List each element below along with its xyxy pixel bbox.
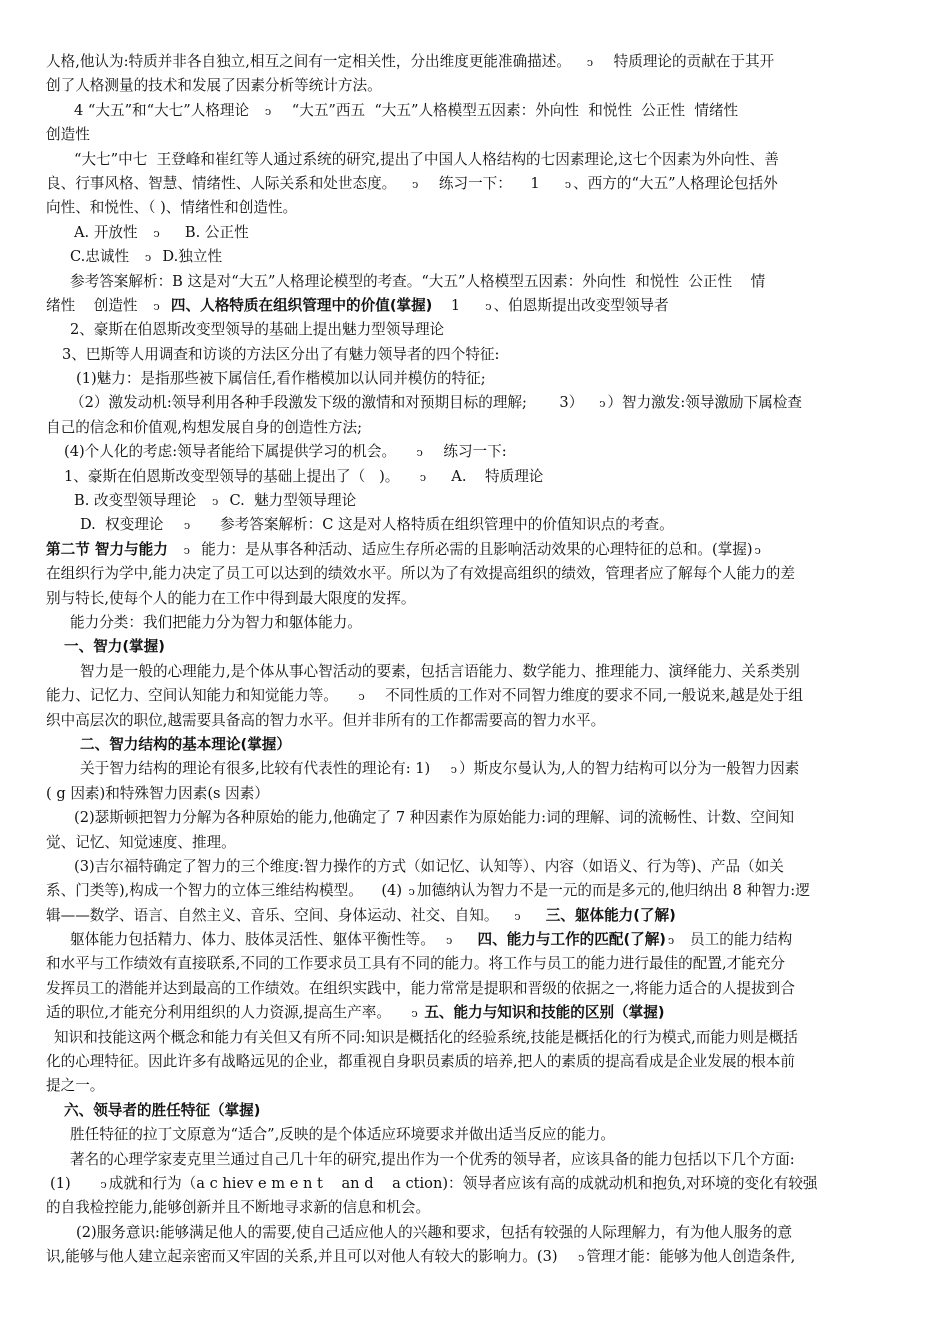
body-text: 练习一下： 1	[420, 174, 563, 192]
text-line	[46, 148, 906, 172]
bullet-mark-icon: ↄ	[667, 934, 675, 948]
text-line	[46, 562, 906, 586]
text-line	[46, 684, 906, 708]
bullet-mark-icon: ↄ	[153, 226, 160, 240]
text-line	[46, 1074, 906, 1098]
text-line	[46, 806, 906, 830]
body-text: 能力：是从事各种活动、适应生存所必需的且影响活动效果的心理特征的总和。(掌握)	[191, 540, 753, 558]
bullet-mark-icon: ↄ	[419, 470, 427, 484]
section-heading: 五、能力与知识和技能的区别（掌握)	[424, 1004, 665, 1022]
body-text: 2、豪斯在伯恩斯改变型领导的基础上提出魅力型领导理论	[70, 321, 445, 339]
text-line	[46, 343, 906, 367]
text-line	[46, 1221, 906, 1245]
text-line	[46, 513, 906, 537]
text-line	[46, 74, 906, 98]
body-text: 知识和技能这两个概念和能力有关但又有所不同:知识是概括化的经验系统,技能是概括化的行为模式,而能力则是概括	[54, 1028, 798, 1046]
body-text: A. 特质理论	[428, 467, 544, 485]
body-text: 、西方的“大五”人格理论包括外	[573, 174, 778, 192]
body-text	[168, 541, 182, 558]
body-text: 系、门类等),构成一个智力的立体三维结构模型。 (4)	[46, 882, 407, 900]
text-line	[46, 782, 906, 806]
body-text: 化的心理特征。因此许多有战略远见的企业，都重视自身职员素质的培养,把人的素质的提高看成是企业发展的根本前	[46, 1053, 795, 1071]
body-text: 辑——数学、语言、自然主义、音乐、空间、身体运动、社交、自知。	[46, 906, 513, 924]
body-text: D.独立性	[153, 248, 223, 266]
section-heading: 二、智力结构的基本理论(掌握）	[80, 735, 291, 753]
bullet-mark-icon: ↄ	[153, 299, 160, 313]
text-line	[46, 172, 906, 196]
text-line	[46, 123, 906, 147]
body-text: 不同性质的工作对不同智力维度的要求不同,一般说来,越是处于组	[366, 687, 804, 705]
body-text: 识,能够与他人建立起亲密而又牢固的关系,并且可以对他人有较大的影响力。(3)	[46, 1248, 577, 1266]
body-text: 加德纳认为智力不是一元的而是多元的,他归纳出 8 种智力:逻	[416, 882, 810, 900]
body-text: 1	[432, 296, 484, 314]
bullet-mark-icon: ↄ	[578, 1251, 585, 1265]
section-heading: 三、躯体能力(了解)	[545, 906, 676, 924]
text-line	[46, 1196, 906, 1220]
body-text: 3、巴斯等人用调查和访谈的方法区分出了有魅力领导者的四个特征:	[62, 345, 500, 363]
body-text: 和水平与工作绩效有直接联系,不同的工作要求员工具有不同的能力。将工作与员工的能力进行最佳的配置,才能充分	[46, 955, 785, 973]
body-text: 觉、记忆、知觉速度、推理。	[46, 833, 236, 851]
text-line	[46, 270, 906, 294]
text-line	[46, 294, 906, 318]
body-text: 关于智力结构的理论有很多,比较有代表性的理论有: 1)	[80, 760, 449, 778]
text-line	[46, 1026, 906, 1050]
text-line	[46, 391, 906, 415]
body-text: 特质理论的贡献在于其开	[595, 53, 775, 70]
bullet-mark-icon: ↄ	[514, 909, 521, 923]
body-text: 向性、和悦性、（ )、情绪性和创造性。	[46, 199, 298, 217]
bullet-mark-icon: ↄ	[100, 1177, 107, 1191]
body-text: 胜任特征的拉丁文原意为“适合”,反映的是个体适应环境要求并做出适当反应的能力。	[70, 1126, 615, 1144]
text-line	[46, 831, 906, 855]
text-line	[46, 1123, 906, 1147]
body-text: (3)吉尔福特确定了智力的三个维度:智力操作的方式（如记忆、认知等）、内容（如语义、行为等)、产品（如关	[74, 857, 784, 875]
text-line	[46, 733, 906, 757]
body-text: 提之一。	[46, 1077, 105, 1095]
body-text: 适的职位,才能充分利用组织的人力资源,提高生产率。	[46, 1004, 410, 1022]
body-text: “大五”西五 “大五”人格模型五因素：外向性 和悦性 公正性 情绪性	[273, 101, 739, 119]
section-heading: 四、能力与工作的匹配(了解)	[477, 931, 666, 949]
body-text: 别与特长,使每个人的能力在工作中得到最大限度的发挥。	[46, 589, 416, 607]
body-text: 著名的心理学家麦克里兰通过自己几十年的研究,提出作为一个优秀的领导者，应该具备的能力包括以下几个方面:	[70, 1150, 795, 1168]
text-line	[46, 587, 906, 611]
body-text	[523, 907, 546, 924]
text-line	[46, 1001, 906, 1025]
body-text: (2)瑟斯顿把智力分解为各种原始的能力,他确定了 7 种因素作为原始能力:词的理解、词的流畅性、计数、空间知	[74, 809, 795, 827]
body-text: 管理才能：能够为他人创造条件,	[586, 1248, 796, 1266]
body-text: C. 魅力型领导理论	[220, 492, 357, 510]
text-line	[46, 611, 906, 635]
section-heading: 四、人格特质在组织管理中的价值(掌握)	[170, 296, 433, 314]
text-line	[46, 416, 906, 440]
section-heading: 六、领导者的胜任特征（掌握)	[64, 1101, 261, 1119]
text-line	[46, 757, 906, 781]
text-line	[46, 221, 906, 245]
body-text: A. 开放性	[74, 223, 152, 241]
body-text: 织中高层次的职位,越需要具备高的智力水平。但并非所有的工作都需要高的智力水平。	[46, 711, 606, 729]
body-text: ）斯皮尔曼认为,人的智力结构可以分为一般智力因素	[458, 760, 800, 778]
body-text: 1、豪斯在伯恩斯改变型领导的基础上提出了（ )。	[64, 467, 418, 485]
bullet-mark-icon: ↄ	[358, 690, 365, 704]
body-text: 参考答案解析：B 这是对“大五”人格理论模型的考查。“大五”人格模型五因素：外向性 和悦性 公正性 情	[70, 272, 766, 290]
body-text: D. 权变理论	[80, 516, 183, 534]
bullet-mark-icon: ↄ	[450, 763, 457, 777]
body-text: “大七”中七 王登峰和崔红等人通过系统的研究,提出了中国人人格结构的七因素理论,这七个因素为外向性、善	[74, 150, 779, 168]
body-text: 良、行事风格、智慧、情绪性、人际关系和处世态度。	[46, 174, 411, 192]
body-text: 4 “大五”和“大七”人格理论	[74, 101, 264, 119]
text-line	[46, 318, 906, 342]
text-line	[46, 904, 906, 928]
section-heading: 第二节 智力与能力	[46, 540, 168, 558]
bullet-mark-icon: ↄ	[586, 56, 594, 69]
text-line	[46, 538, 906, 562]
bullet-mark-icon: ↄ	[212, 495, 219, 509]
text-line	[46, 440, 906, 464]
body-text: 创了人格测量的技术和发展了因素分析等统计方法。	[46, 77, 382, 95]
bullet-mark-icon: ↄ	[446, 934, 453, 948]
body-text: 创造性	[46, 126, 90, 144]
body-text: 绪性 创造性	[46, 296, 152, 314]
bullet-mark-icon: ↄ	[265, 104, 272, 118]
body-text: (1)魅力：是指那些被下属信任,看作楷模加以认同并模仿的特征;	[76, 370, 486, 388]
body-text: (2)服务意识:能够满足他人的需要,使自己适应他人的兴趣和要求，包括有较强的人际理解力，有为他人服务的意	[76, 1223, 793, 1241]
text-line	[46, 196, 906, 220]
text-line	[46, 489, 906, 513]
bullet-mark-icon: ↄ	[754, 543, 761, 557]
text-line	[46, 1172, 906, 1196]
body-text: 的自我检控能力,能够创新并且不断地寻求新的信息和机会。	[46, 1199, 431, 1217]
text-line	[46, 1245, 906, 1269]
bullet-mark-icon: ↄ	[416, 446, 423, 460]
bullet-mark-icon: ↄ	[408, 885, 415, 899]
body-text: B. 改变型领导理论	[74, 492, 211, 510]
body-text: 成就和行为（a c hiev e m e n t an d a ction)：领导者应该有高的成就动机和抱负,对环境的变化有较强	[108, 1174, 818, 1192]
text-line	[46, 50, 906, 74]
bullet-mark-icon: ↄ	[564, 177, 572, 191]
body-text: 、伯恩斯提出改变型领导者	[493, 296, 669, 314]
text-line	[46, 1050, 906, 1074]
text-line	[46, 855, 906, 879]
body-text: 能力分类：我们把能力分为智力和躯体能力。	[70, 613, 362, 631]
body-text: 在组织行为学中,能力决定了员工可以达到的绩效水平。所以为了有效提高组织的绩效，管理者应了解每个人能力的差	[46, 565, 795, 583]
body-text: 能力、记忆力、空间认知能力和知觉能力等。	[46, 687, 357, 705]
body-text	[454, 931, 477, 948]
bullet-mark-icon: ↄ	[485, 299, 492, 313]
body-text: B. 公正性	[161, 223, 249, 241]
section-heading: 一、智力(掌握)	[64, 638, 165, 656]
bullet-mark-icon: ↄ	[184, 519, 191, 533]
bullet-mark-icon: ↄ	[412, 177, 419, 191]
body-text: ）智力激发:领导激励下属检查	[607, 394, 803, 412]
body-text: 员工的能力结构	[676, 931, 793, 949]
body-text: ( g 因素)和特殊智力因素(s 因素）	[46, 784, 269, 802]
text-line	[46, 928, 906, 952]
body-text	[162, 297, 171, 314]
body-text: C.忠诚性	[70, 248, 143, 266]
bullet-mark-icon: ↄ	[599, 397, 606, 411]
body-text: （2）激发动机:领导利用各种手段激发下级的激情和对预期目标的理解; 3）	[70, 394, 598, 412]
text-line	[46, 952, 906, 976]
text-line	[46, 99, 906, 123]
text-line	[46, 709, 906, 733]
bullet-mark-icon: ↄ	[411, 1007, 418, 1021]
body-text: 智力是一般的心理能力,是个体从事心智活动的要素，包括言语能力、数学能力、推理能力、演绎能力、关系类别	[80, 662, 800, 680]
body-text: 练习一下:	[424, 443, 507, 461]
text-line	[46, 879, 906, 903]
body-text: 人格,他认为:特质并非各自独立,相互之间有一定相关性，分出维度更能准确描述。	[46, 53, 585, 70]
bullet-mark-icon: ↄ	[144, 251, 152, 265]
text-line	[46, 977, 906, 1001]
body-text: 参考答案解析：C 这是对人格特质在组织管理中的价值知识点的考查。	[192, 516, 674, 534]
text-line	[46, 1148, 906, 1172]
text-line	[46, 367, 906, 391]
body-text: (1)	[50, 1174, 99, 1192]
text-line	[46, 635, 906, 659]
text-line	[46, 1099, 906, 1123]
text-line	[46, 660, 906, 684]
text-line	[46, 465, 906, 489]
text-line	[46, 245, 906, 269]
body-text: 发挥员工的潜能并达到最高的工作绩效。在组织实践中，能力常常是提职和晋级的依据之一,将能力适合的人提拔到合	[46, 979, 795, 997]
body-text: 躯体能力包括精力、体力、肢体灵活性、躯体平衡性等。	[70, 931, 445, 949]
body-text: (4)个人化的考虑:领导者能给下属提供学习的机会。	[64, 443, 415, 461]
body-text: 自己的信念和价值观,构想发展自身的创造性方法;	[46, 418, 363, 436]
bullet-mark-icon: ↄ	[183, 543, 190, 557]
